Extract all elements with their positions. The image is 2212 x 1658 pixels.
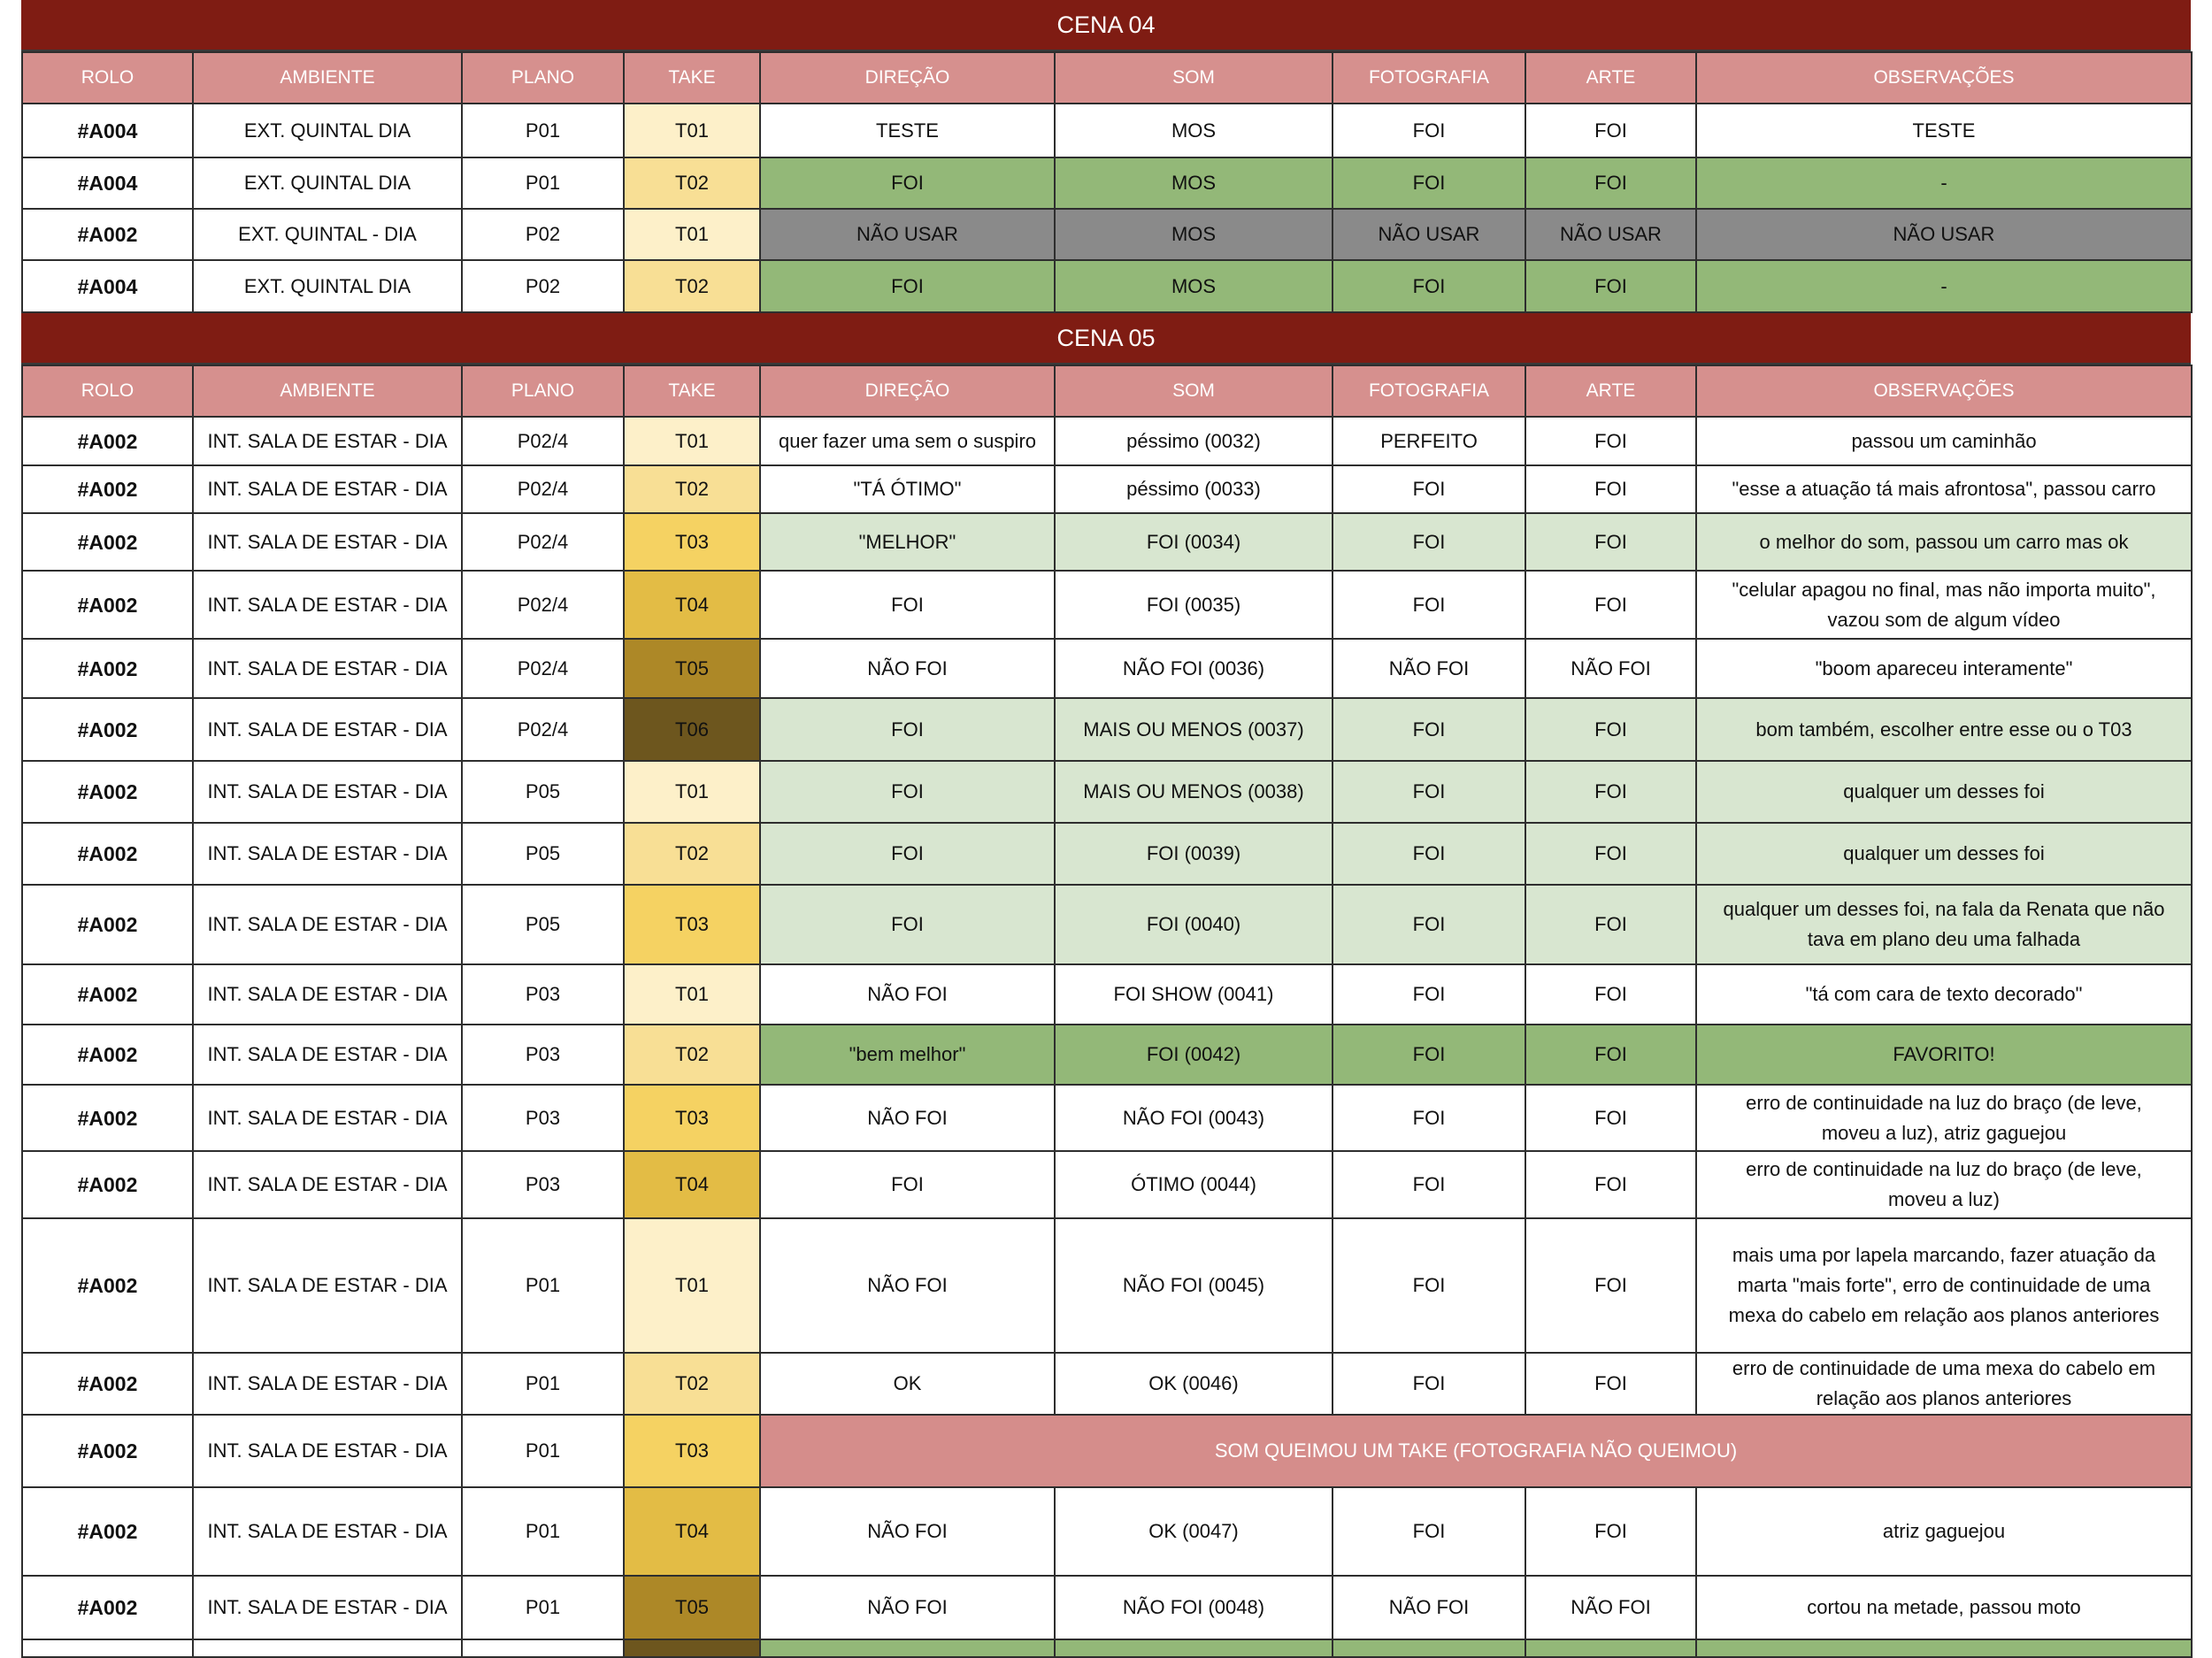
som-cell: ÓTIMO (0044): [1055, 1151, 1333, 1218]
ambiente-cell: INT. SALA DE ESTAR - DIA: [193, 571, 462, 639]
take-row: [22, 761, 2192, 823]
take-cell: T01: [624, 417, 760, 465]
log-sheet: [21, 0, 2191, 1658]
rolo-cell: #A002: [22, 964, 193, 1025]
direcao-cell: [760, 1639, 1055, 1657]
column-header: SOM: [1055, 365, 1333, 417]
observacao-line: moveu a luz), atriz gaguejou: [1821, 1121, 2067, 1144]
arte-cell: FOI: [1525, 1025, 1696, 1085]
take-cell: T02: [624, 157, 760, 209]
take-row: [22, 1218, 2192, 1353]
ambiente-cell: INT. SALA DE ESTAR - DIA: [193, 761, 462, 823]
direcao-cell: NÃO FOI: [760, 1576, 1055, 1639]
take-row: [22, 1025, 2192, 1085]
column-header: DIREÇÃO: [760, 365, 1055, 417]
fotografia-cell: FOI: [1333, 1487, 1525, 1576]
ambiente-cell: EXT. QUINTAL - DIA: [193, 209, 462, 260]
direcao-cell: NÃO FOI: [760, 964, 1055, 1025]
plano-cell: P02: [462, 260, 624, 312]
arte-cell: FOI: [1525, 698, 1696, 761]
rolo-cell: #A002: [22, 885, 193, 964]
observacoes-cell: [1696, 104, 2192, 157]
rolo-cell: #A002: [22, 761, 193, 823]
fotografia-cell: NÃO FOI: [1333, 639, 1525, 698]
fotografia-cell: [1333, 1639, 1525, 1657]
column-header: OBSERVAÇÕES: [1696, 52, 2192, 104]
take-cell: T01: [624, 209, 760, 260]
plano-cell: P01: [462, 1415, 624, 1487]
direcao-cell: FOI: [760, 260, 1055, 312]
som-cell: NÃO FOI (0048): [1055, 1576, 1333, 1639]
column-header: OBSERVAÇÕES: [1696, 365, 2192, 417]
column-header: ARTE: [1525, 365, 1696, 417]
observacao-line: "tá com cara de texto decorado": [1805, 983, 2083, 1005]
rolo-cell: #A002: [22, 698, 193, 761]
direcao-cell: quer fazer uma sem o suspiro: [760, 417, 1055, 465]
take-cell: T04: [624, 1487, 760, 1576]
header-row: [22, 365, 2192, 417]
take-row: [22, 639, 2192, 698]
direcao-cell: NÃO FOI: [760, 639, 1055, 698]
take-cell: T01: [624, 761, 760, 823]
rolo-cell: #A002: [22, 1415, 193, 1487]
take-row: [22, 571, 2192, 639]
scene-title-banner: CENA 05: [21, 313, 2191, 365]
take-row: [22, 885, 2192, 964]
direcao-cell: "MELHOR": [760, 513, 1055, 571]
som-cell: FOI (0042): [1055, 1025, 1333, 1085]
column-header: TAKE: [624, 365, 760, 417]
rolo-cell: #A002: [22, 571, 193, 639]
take-row: [22, 1085, 2192, 1151]
take-row: [22, 260, 2192, 312]
fotografia-cell: FOI: [1333, 157, 1525, 209]
plano-cell: P01: [462, 157, 624, 209]
take-cell: T03: [624, 885, 760, 964]
observacao-line: cortou na metade, passou moto: [1807, 1596, 2081, 1618]
take-row: [22, 1639, 2192, 1657]
observacoes-cell: [1696, 465, 2192, 513]
observacoes-cell: [1696, 1218, 2192, 1353]
ambiente-cell: INT. SALA DE ESTAR - DIA: [193, 823, 462, 885]
fotografia-cell: FOI: [1333, 513, 1525, 571]
som-cell: NÃO FOI (0045): [1055, 1218, 1333, 1353]
plano-cell: P02/4: [462, 513, 624, 571]
take-row: [22, 964, 2192, 1025]
rolo-cell: #A002: [22, 1085, 193, 1151]
arte-cell: FOI: [1525, 1151, 1696, 1218]
observacoes-cell: [1696, 1025, 2192, 1085]
direcao-cell: "bem melhor": [760, 1025, 1055, 1085]
direcao-cell: FOI: [760, 885, 1055, 964]
observacao-line: "celular apagou no final, mas não importa muito",: [1732, 578, 2156, 601]
observacoes-cell: [1696, 513, 2192, 571]
observacao-line: bom também, escolher entre esse ou o T03: [1755, 718, 2132, 741]
plano-cell: P03: [462, 1025, 624, 1085]
som-cell: OK (0046): [1055, 1353, 1333, 1415]
take-row: [22, 157, 2192, 209]
observacoes-cell: [1696, 209, 2192, 260]
plano-cell: P05: [462, 823, 624, 885]
ambiente-cell: EXT. QUINTAL DIA: [193, 157, 462, 209]
observacao-line: relação aos planos anteriores: [1816, 1387, 2072, 1409]
arte-cell: FOI: [1525, 260, 1696, 312]
take-cell: T02: [624, 1353, 760, 1415]
observacao-line: -: [1940, 172, 1947, 194]
take-cell: T02: [624, 260, 760, 312]
take-row: [22, 1151, 2192, 1218]
observacoes-cell: [1696, 964, 2192, 1025]
column-header: TAKE: [624, 52, 760, 104]
rolo-cell: #A002: [22, 465, 193, 513]
column-header: FOTOGRAFIA: [1333, 365, 1525, 417]
direcao-cell: NÃO FOI: [760, 1218, 1055, 1353]
take-cell: T02: [624, 823, 760, 885]
rolo-cell: #A002: [22, 209, 193, 260]
ambiente-cell: [193, 1639, 462, 1657]
arte-cell: NÃO FOI: [1525, 1576, 1696, 1639]
observacao-line: erro de continuidade na luz do braço (de leve,: [1746, 1091, 2142, 1114]
plano-cell: P01: [462, 1576, 624, 1639]
ambiente-cell: INT. SALA DE ESTAR - DIA: [193, 885, 462, 964]
take-row: [22, 104, 2192, 157]
takes-table: [21, 365, 2193, 1658]
take-row: [22, 513, 2192, 571]
arte-cell: FOI: [1525, 1353, 1696, 1415]
take-cell: T06: [624, 698, 760, 761]
observacao-line: qualquer um desses foi: [1843, 842, 2045, 864]
takes-table: [21, 51, 2193, 313]
plano-cell: P03: [462, 1085, 624, 1151]
header-row: [22, 52, 2192, 104]
fotografia-cell: NÃO USAR: [1333, 209, 1525, 260]
plano-cell: P03: [462, 964, 624, 1025]
arte-cell: FOI: [1525, 465, 1696, 513]
fotografia-cell: FOI: [1333, 571, 1525, 639]
rolo-cell: #A002: [22, 1353, 193, 1415]
take-cell: T04: [624, 571, 760, 639]
som-cell: FOI (0040): [1055, 885, 1333, 964]
take-cell: T03: [624, 1085, 760, 1151]
observacoes-cell: [1696, 1576, 2192, 1639]
direcao-cell: TESTE: [760, 104, 1055, 157]
observacao-line: FAVORITO!: [1893, 1043, 1995, 1065]
observacao-line: marta "mais forte", erro de continuidade de uma: [1737, 1274, 2151, 1296]
arte-cell: FOI: [1525, 104, 1696, 157]
take-cell: T05: [624, 1576, 760, 1639]
column-header: PLANO: [462, 52, 624, 104]
observacao-line: mexa do cabelo em relação aos planos anteriores: [1728, 1304, 2160, 1326]
take-row: [22, 465, 2192, 513]
rolo-cell: #A004: [22, 104, 193, 157]
plano-cell: P05: [462, 885, 624, 964]
plano-cell: P02/4: [462, 417, 624, 465]
rolo-cell: #A002: [22, 1576, 193, 1639]
observacoes-cell: [1696, 761, 2192, 823]
fotografia-cell: FOI: [1333, 761, 1525, 823]
column-header: ROLO: [22, 52, 193, 104]
column-header: DIREÇÃO: [760, 52, 1055, 104]
ambiente-cell: INT. SALA DE ESTAR - DIA: [193, 639, 462, 698]
direcao-cell: NÃO USAR: [760, 209, 1055, 260]
direcao-cell: FOI: [760, 157, 1055, 209]
rolo-cell: #A002: [22, 417, 193, 465]
ambiente-cell: INT. SALA DE ESTAR - DIA: [193, 1576, 462, 1639]
fotografia-cell: NÃO FOI: [1333, 1576, 1525, 1639]
observacao-line: erro de continuidade de uma mexa do cabelo em: [1732, 1357, 2156, 1379]
som-cell: FOI (0034): [1055, 513, 1333, 571]
arte-cell: FOI: [1525, 513, 1696, 571]
scene-title-banner: CENA 04: [21, 0, 2191, 51]
fotografia-cell: FOI: [1333, 104, 1525, 157]
direcao-cell: OK: [760, 1353, 1055, 1415]
rolo-cell: #A002: [22, 1218, 193, 1353]
direcao-cell: FOI: [760, 698, 1055, 761]
ambiente-cell: INT. SALA DE ESTAR - DIA: [193, 1151, 462, 1218]
rolo-cell: #A002: [22, 1025, 193, 1085]
observacao-line: moveu a luz): [1888, 1188, 2000, 1210]
ambiente-cell: INT. SALA DE ESTAR - DIA: [193, 1025, 462, 1085]
observacoes-cell: [1696, 1151, 2192, 1218]
fotografia-cell: FOI: [1333, 1353, 1525, 1415]
som-cell: FOI (0039): [1055, 823, 1333, 885]
take-row: [22, 417, 2192, 465]
observacao-line: -: [1940, 274, 1947, 297]
fotografia-cell: FOI: [1333, 1025, 1525, 1085]
rolo-cell: #A002: [22, 823, 193, 885]
observacoes-cell: [1696, 571, 2192, 639]
arte-cell: FOI: [1525, 157, 1696, 209]
som-cell: MAIS OU MENOS (0037): [1055, 698, 1333, 761]
take-cell: T02: [624, 465, 760, 513]
direcao-cell: NÃO FOI: [760, 1085, 1055, 1151]
fotografia-cell: FOI: [1333, 964, 1525, 1025]
ambiente-cell: INT. SALA DE ESTAR - DIA: [193, 1353, 462, 1415]
plano-cell: P01: [462, 1218, 624, 1353]
som-cell: MOS: [1055, 260, 1333, 312]
column-header: ROLO: [22, 365, 193, 417]
observacao-line: qualquer um desses foi: [1843, 780, 2045, 802]
take-row: [22, 1353, 2192, 1415]
rolo-cell: #A002: [22, 513, 193, 571]
arte-cell: FOI: [1525, 823, 1696, 885]
take-row: [22, 1576, 2192, 1639]
observacao-line: vazou som de algum vídeo: [1827, 608, 2061, 631]
rolo-cell: #A004: [22, 157, 193, 209]
take-cell: T04: [624, 1151, 760, 1218]
som-cell: péssimo (0033): [1055, 465, 1333, 513]
arte-cell: FOI: [1525, 571, 1696, 639]
take-row: [22, 1415, 2192, 1487]
som-cell: FOI (0035): [1055, 571, 1333, 639]
fotografia-cell: FOI: [1333, 885, 1525, 964]
arte-cell: FOI: [1525, 1218, 1696, 1353]
som-cell: MAIS OU MENOS (0038): [1055, 761, 1333, 823]
som-cell: MOS: [1055, 104, 1333, 157]
column-header: ARTE: [1525, 52, 1696, 104]
direcao-cell: FOI: [760, 571, 1055, 639]
arte-cell: FOI: [1525, 1487, 1696, 1576]
som-cell: MOS: [1055, 157, 1333, 209]
direcao-cell: FOI: [760, 761, 1055, 823]
rolo-cell: #A004: [22, 260, 193, 312]
observacoes-cell: [1696, 823, 2192, 885]
arte-cell: FOI: [1525, 417, 1696, 465]
ambiente-cell: INT. SALA DE ESTAR - DIA: [193, 513, 462, 571]
fotografia-cell: FOI: [1333, 465, 1525, 513]
fotografia-cell: FOI: [1333, 1218, 1525, 1353]
observacao-line: TESTE: [1912, 119, 1976, 142]
arte-cell: FOI: [1525, 1085, 1696, 1151]
observacao-line: atriz gaguejou: [1882, 1520, 2006, 1542]
observacoes-cell: [1696, 417, 2192, 465]
column-header: FOTOGRAFIA: [1333, 52, 1525, 104]
som-cell: [1055, 1639, 1333, 1657]
observacoes-cell: [1696, 1639, 2192, 1657]
observacao-line: "boom apareceu interamente": [1815, 656, 2073, 679]
observacao-line: NÃO USAR: [1893, 223, 1995, 245]
ambiente-cell: EXT. QUINTAL DIA: [193, 104, 462, 157]
take-cell: T05: [624, 639, 760, 698]
som-cell: MOS: [1055, 209, 1333, 260]
observacao-line: mais uma por lapela marcando, fazer atuação da: [1732, 1244, 2156, 1266]
fotografia-cell: FOI: [1333, 260, 1525, 312]
take-row: [22, 698, 2192, 761]
observacoes-cell: [1696, 157, 2192, 209]
rolo-cell: #A002: [22, 639, 193, 698]
observacoes-cell: [1696, 1353, 2192, 1415]
direcao-cell: "TÁ ÓTIMO": [760, 465, 1055, 513]
fotografia-cell: FOI: [1333, 698, 1525, 761]
rolo-cell: [22, 1639, 193, 1657]
take-cell: T02: [624, 1025, 760, 1085]
som-cell: FOI SHOW (0041): [1055, 964, 1333, 1025]
observacao-line: o melhor do som, passou um carro mas ok: [1759, 530, 2129, 553]
rolo-cell: #A002: [22, 1151, 193, 1218]
take-cell: T03: [624, 1415, 760, 1487]
direcao-cell: FOI: [760, 1151, 1055, 1218]
take-cell: T03: [624, 513, 760, 571]
ambiente-cell: INT. SALA DE ESTAR - DIA: [193, 417, 462, 465]
plano-cell: [462, 1639, 624, 1657]
observacao-line: passou um caminhão: [1851, 429, 2037, 452]
plano-cell: P02/4: [462, 465, 624, 513]
arte-cell: [1525, 1639, 1696, 1657]
som-cell: NÃO FOI (0043): [1055, 1085, 1333, 1151]
arte-cell: NÃO USAR: [1525, 209, 1696, 260]
plano-cell: P02/4: [462, 698, 624, 761]
arte-cell: FOI: [1525, 885, 1696, 964]
column-header: PLANO: [462, 365, 624, 417]
som-cell: NÃO FOI (0036): [1055, 639, 1333, 698]
fotografia-cell: PERFEITO: [1333, 417, 1525, 465]
merged-note-cell: SOM QUEIMOU UM TAKE (FOTOGRAFIA NÃO QUEIMOU): [760, 1415, 2192, 1487]
plano-cell: P03: [462, 1151, 624, 1218]
fotografia-cell: FOI: [1333, 1085, 1525, 1151]
plano-cell: P01: [462, 104, 624, 157]
direcao-cell: NÃO FOI: [760, 1487, 1055, 1576]
observacoes-cell: [1696, 885, 2192, 964]
take-cell: T01: [624, 1218, 760, 1353]
column-header: SOM: [1055, 52, 1333, 104]
take-row: [22, 823, 2192, 885]
ambiente-cell: INT. SALA DE ESTAR - DIA: [193, 698, 462, 761]
observacoes-cell: [1696, 1487, 2192, 1576]
take-cell: T01: [624, 104, 760, 157]
plano-cell: P05: [462, 761, 624, 823]
ambiente-cell: INT. SALA DE ESTAR - DIA: [193, 465, 462, 513]
plano-cell: P02/4: [462, 639, 624, 698]
ambiente-cell: INT. SALA DE ESTAR - DIA: [193, 1085, 462, 1151]
observacao-line: erro de continuidade na luz do braço (de leve,: [1746, 1158, 2142, 1180]
arte-cell: FOI: [1525, 964, 1696, 1025]
observacoes-cell: [1696, 1085, 2192, 1151]
take-cell: [624, 1639, 760, 1657]
ambiente-cell: INT. SALA DE ESTAR - DIA: [193, 1218, 462, 1353]
take-row: [22, 209, 2192, 260]
observacoes-cell: [1696, 698, 2192, 761]
rolo-cell: #A002: [22, 1487, 193, 1576]
som-cell: péssimo (0032): [1055, 417, 1333, 465]
direcao-cell: FOI: [760, 823, 1055, 885]
column-header: AMBIENTE: [193, 365, 462, 417]
arte-cell: NÃO FOI: [1525, 639, 1696, 698]
ambiente-cell: INT. SALA DE ESTAR - DIA: [193, 1487, 462, 1576]
ambiente-cell: INT. SALA DE ESTAR - DIA: [193, 964, 462, 1025]
ambiente-cell: INT. SALA DE ESTAR - DIA: [193, 1415, 462, 1487]
plano-cell: P02/4: [462, 571, 624, 639]
column-header: AMBIENTE: [193, 52, 462, 104]
plano-cell: P01: [462, 1487, 624, 1576]
plano-cell: P02: [462, 209, 624, 260]
observacoes-cell: [1696, 260, 2192, 312]
plano-cell: P01: [462, 1353, 624, 1415]
ambiente-cell: EXT. QUINTAL DIA: [193, 260, 462, 312]
observacoes-cell: [1696, 639, 2192, 698]
observacao-line: "esse a atuação tá mais afrontosa", passou carro: [1732, 478, 2156, 500]
arte-cell: FOI: [1525, 761, 1696, 823]
take-cell: T01: [624, 964, 760, 1025]
observacao-line: tava em plano deu uma falhada: [1807, 928, 2081, 950]
fotografia-cell: FOI: [1333, 823, 1525, 885]
fotografia-cell: FOI: [1333, 1151, 1525, 1218]
observacao-line: qualquer um desses foi, na fala da Renata que não: [1723, 898, 2165, 920]
som-cell: OK (0047): [1055, 1487, 1333, 1576]
take-row: [22, 1487, 2192, 1576]
